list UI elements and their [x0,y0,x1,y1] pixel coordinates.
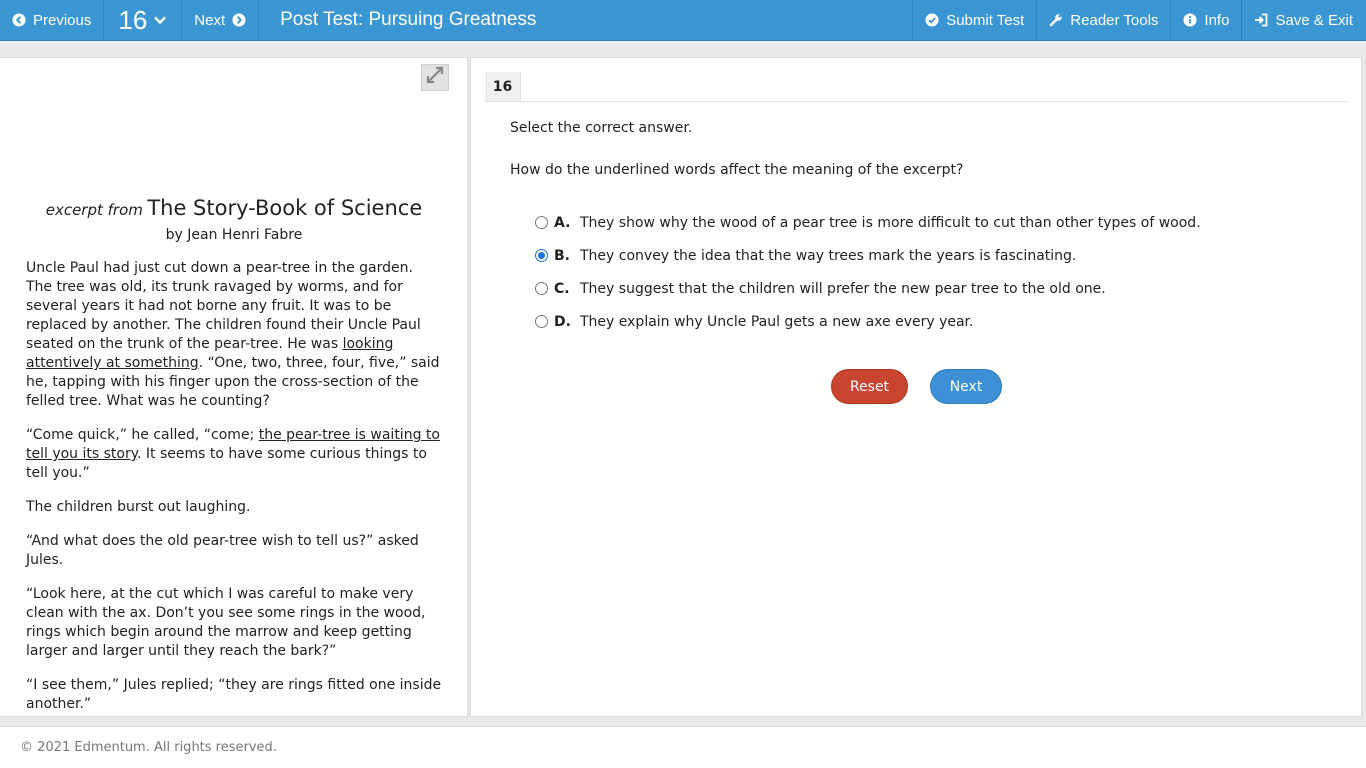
radio-button-selected[interactable] [535,249,548,262]
reader-tools-label: Reader Tools [1070,11,1159,29]
choice-letter: C. [554,280,570,297]
submit-test-button[interactable] [912,0,1036,40]
test-title: Post Test: Pursuing Greatness [280,9,537,30]
question-prompt: How do the underlined words affect the meaning of the excerpt? [510,162,964,178]
top-toolbar [0,0,1366,41]
footer [0,726,1366,768]
choice-letter: D. [554,313,571,330]
passage-paragraph: “I see them,” Jules replied; “they are rings fitted one inside another.” [26,677,442,712]
passage-paragraph: “Come quick,” he called, “come; the pear-tree is waiting to tell you its story. It seems to have some curious things to tell you.” [26,427,440,481]
check-circle-icon [925,13,939,27]
passage-paragraph: The children burst out laughing. [26,499,251,515]
question-number: 16 [118,4,148,35]
answer-choice-b[interactable] [535,239,1201,272]
passage-author: by Jean Henri Fabre [165,227,303,243]
choice-text: They suggest that the children will prefer the new pear tree to the old one. [580,280,1106,297]
copyright-text: © 2021 Edmentum. All rights reserved. [20,740,277,755]
passage-title-main: The Story-Book of Science [147,196,423,220]
answer-choice-a[interactable] [535,206,1201,239]
underlined-phrase: the pear-tree is waiting to tell you its story [26,427,440,462]
next-button-top[interactable] [182,0,259,40]
underlined-phrase: looking attentively at something [26,336,394,371]
choice-letter: A. [554,214,571,231]
instruction-text: Select the correct answer. [510,120,693,136]
answer-choices [535,206,1201,338]
previous-label: Previous [33,11,92,29]
choice-text: They show why the wood of a pear tree is more difficult to cut than other types of wood. [580,214,1201,231]
submit-test-label: Submit Test [946,11,1025,29]
expand-button[interactable] [421,64,449,91]
save-exit-label: Save & Exit [1275,11,1353,29]
choice-letter: B. [554,247,570,264]
previous-button[interactable] [0,0,104,40]
divider [485,101,1349,102]
reset-button[interactable]: Reset [831,369,908,404]
passage-text [26,196,442,717]
arrow-left-circle-icon [12,13,26,27]
reader-tools-button[interactable] [1036,0,1170,40]
chevron-down-icon [153,13,167,27]
save-exit-button[interactable] [1241,0,1366,40]
sign-out-icon [1254,13,1268,27]
arrow-right-circle-icon [232,13,246,27]
choice-text: They explain why Uncle Paul gets a new axe every year. [580,313,974,330]
passage-title [26,196,442,221]
next-button[interactable]: Next [930,369,1002,404]
question-number-tab: 16 [485,72,521,102]
info-button[interactable] [1170,0,1241,40]
passage-panel[interactable] [0,57,468,717]
radio-button[interactable] [535,315,548,328]
expand-icon [425,65,445,90]
next-label: Next [194,11,226,29]
passage-paragraph: Uncle Paul had just cut down a pear-tree in the garden. The tree was old, its trunk ravaged by worms, and for several years it had not borne any fruit. It was to be replaced by another. The children found their Uncle Paul seated on the trunk of the pear-tree. He was looking attentively at something. “One, two, three, four, five,” said he, tapping with his finger upon the cross-section of the felled tree. What was he counting? [26,260,440,409]
choice-text: They convey the idea that the way trees mark the years is fascinating. [580,247,1077,264]
passage-paragraph: “Look here, at the cut which I was careful to make very clean with the ax. Don’t you see some rings in the wood, rings which begin around the marrow and keep getting larger and larger until they reach the bark?” [26,586,426,659]
question-number-dropdown[interactable] [104,0,182,40]
info-circle-icon [1183,13,1197,27]
info-label: Info [1204,11,1230,29]
radio-button[interactable] [535,216,548,229]
answer-choice-d[interactable] [535,305,1201,338]
passage-paragraph: “And what does the old pear-tree wish to tell us?” asked Jules. [26,533,419,568]
radio-button[interactable] [535,282,548,295]
answer-choice-c[interactable] [535,272,1201,305]
wrench-icon [1049,13,1063,27]
passage-title-prefix: excerpt from [45,201,143,219]
question-panel [470,57,1362,717]
